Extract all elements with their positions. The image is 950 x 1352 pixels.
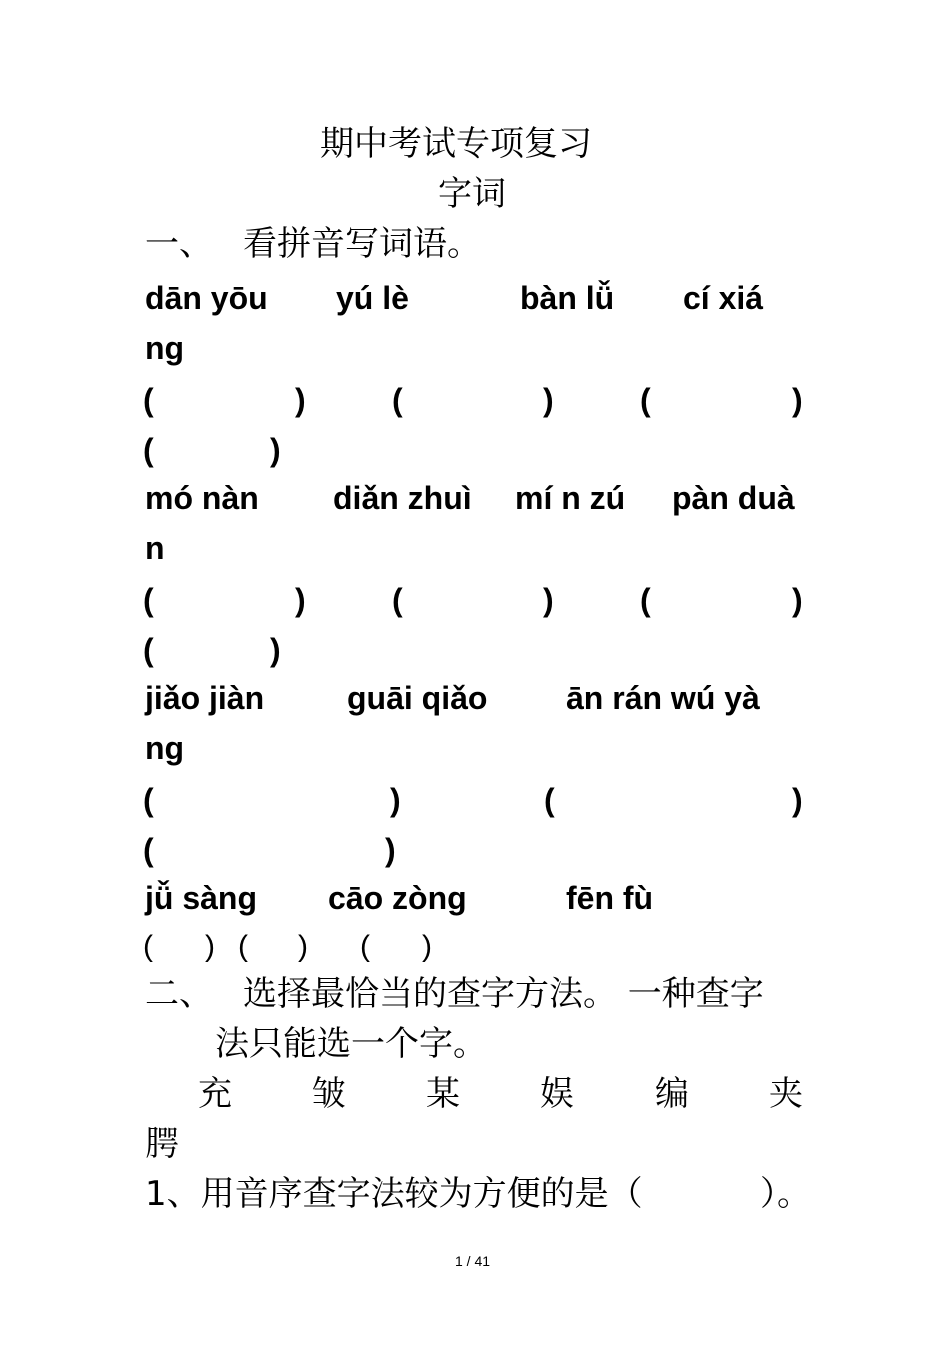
pinyin-word: guāi qiǎo	[347, 680, 488, 716]
pinyin-word: diǎn zhuì	[333, 480, 472, 516]
open-bracket: (	[143, 432, 154, 468]
open-bracket: (	[143, 632, 154, 668]
pinyin-word: dān yōu	[145, 280, 268, 316]
open-bracket: (	[143, 582, 154, 618]
char-item: 某	[426, 1074, 460, 1114]
pinyin-word: cāo zòng	[328, 880, 467, 916]
open-bracket: (	[392, 582, 403, 618]
close-bracket: )	[543, 582, 554, 618]
page-number: 1 / 41	[455, 1253, 491, 1269]
pinyin-wrap: ng	[145, 730, 185, 766]
close-bracket: )	[205, 930, 215, 963]
pinyin-word: bàn lǚ	[520, 280, 615, 316]
close-bracket: )	[543, 382, 554, 418]
close-bracket: )	[792, 782, 803, 818]
open-bracket: (	[360, 930, 370, 963]
section1-number: 一、	[145, 224, 213, 264]
close-bracket: )	[295, 582, 306, 618]
section1-heading: 看拼音写词语。	[243, 224, 481, 264]
pinyin-word: pàn duà	[672, 480, 795, 516]
pinyin-word: fēn fù	[566, 880, 654, 916]
pinyin-word: jiǎo jiàn	[145, 680, 265, 716]
char-item: 皱	[312, 1074, 346, 1114]
pinyin-wrap: ng	[145, 330, 185, 366]
section2-number: 二、	[145, 974, 213, 1014]
char-item: 夹	[769, 1074, 803, 1114]
open-bracket: (	[640, 582, 651, 618]
close-bracket: )	[390, 782, 401, 818]
question-1: 1、用音序查字法较为方便的是（	[145, 1174, 643, 1214]
char-item-wrap: 腭	[145, 1124, 179, 1164]
pinyin-wrap: n	[145, 530, 165, 566]
pinyin-word: cí xiá	[683, 280, 764, 316]
section2-heading: 选择最恰当的查字方法。 一种查字	[243, 974, 764, 1014]
close-bracket: )	[295, 382, 306, 418]
pinyin-word: ān rán wú yà	[566, 680, 760, 716]
pinyin-word: jǚ sàng	[145, 880, 258, 916]
open-bracket: (	[544, 782, 555, 818]
close-bracket: )	[385, 832, 396, 868]
question-1-end: ）。	[760, 1174, 811, 1214]
page-subtitle: 字词	[438, 174, 506, 214]
open-bracket: (	[143, 832, 154, 868]
section2-heading-cont: 法只能选一个字。	[215, 1024, 487, 1064]
open-bracket: (	[640, 382, 651, 418]
pinyin-word: yú lè	[336, 280, 409, 316]
close-bracket: )	[792, 582, 803, 618]
page-title: 期中考试专项复习	[320, 124, 592, 164]
close-bracket: )	[422, 930, 432, 963]
pinyin-word: mó nàn	[145, 480, 259, 516]
pinyin-word: mí n zú	[515, 480, 626, 516]
char-item: 充	[198, 1074, 232, 1114]
close-bracket: )	[792, 382, 803, 418]
close-bracket: )	[270, 432, 281, 468]
open-bracket: (	[143, 782, 154, 818]
close-bracket: )	[270, 632, 281, 668]
close-bracket: )	[298, 930, 308, 963]
open-bracket: (	[143, 930, 153, 963]
char-item: 编	[655, 1074, 689, 1114]
open-bracket: (	[143, 382, 154, 418]
open-bracket: (	[238, 930, 248, 963]
open-bracket: (	[392, 382, 403, 418]
char-item: 娱	[540, 1074, 574, 1114]
